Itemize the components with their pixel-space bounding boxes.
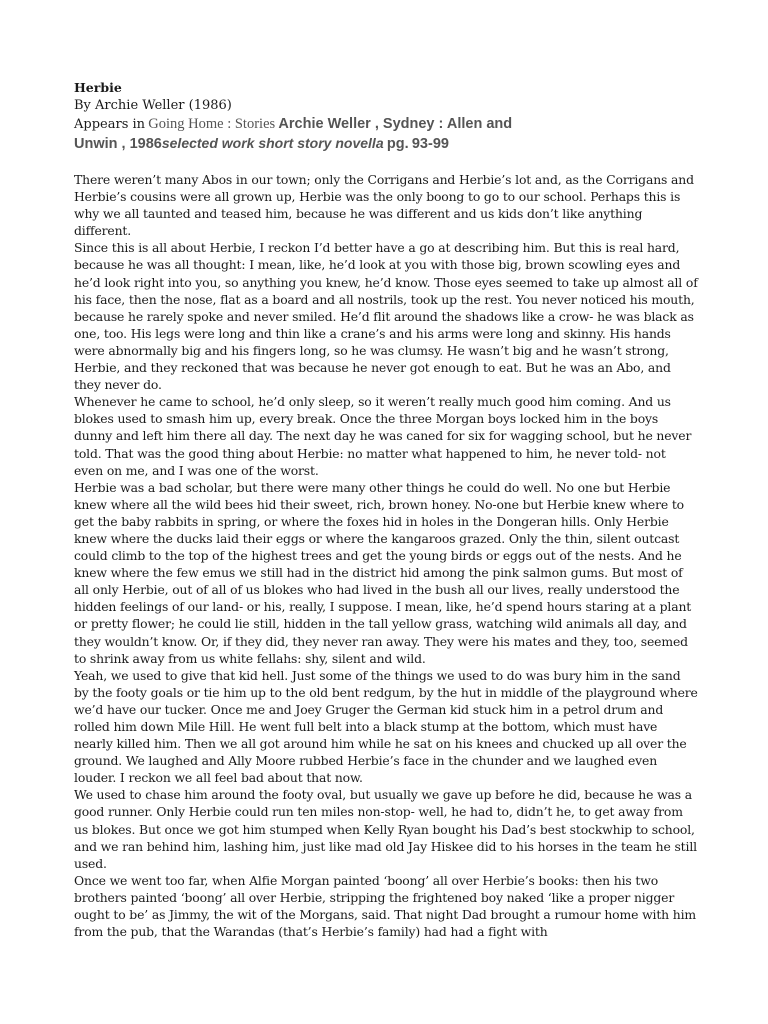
separator: , bbox=[117, 136, 130, 152]
publisher-name-cont: Unwin bbox=[74, 136, 118, 152]
paragraph: Whenever he came to school, he’d only sleep, so it weren’t really much good him coming. And us blokes used to smash him up, every break. Once the three Morgan boys locked him in the boys dunny and left him there all day. The next day he was caned for six for wagging school, but he never told. That was the good thing about Herbie: no matter what happened to him, he never told- not even on me, and I was one of the worst. bbox=[74, 394, 692, 478]
page-range: 93-99 bbox=[411, 136, 449, 152]
paragraph: Since this is all about Herbie, I reckon I’d better have a go at describing him. But this is real hard, because he was all thought: I mean, like, he’d look at you with those big, brown scowling eyes and he’d look right into you, so anything you knew, he’d know. Those eyes seemed to take up almost all of his face, then the nose, flat as a board and all nostrils, took up the rest. You never noticed his mouth, because he rarely spoke and never smiled. He’d flit around the shadows like a crow- he was black as one, too. His legs were long and thin like a crane’s and his arms were long and skinny. His hands were abnormally big and his fingers long, so he was clumsy. He wasn’t big and he wasn’t strong, Herbie, and they reckoned that was because he never got enough to eat. But he was an Abo, and they never do. bbox=[74, 240, 698, 393]
book-title: Going Home : Stories bbox=[148, 116, 276, 132]
paragraph: We used to chase him around the footy oval, but usually we gave up before he did, because he was a good runner. Only Herbie could run ten miles non-stop- well, he had to, didn’t he, to get away from us blokes. But once we got him stumped when Kelly Ryan bought his Dad’s best stockwhip to school, and we ran behind him, lashing him, just like mad old Jay Hiskee did to his horses in the team he still used. bbox=[74, 787, 697, 871]
author-name: Archie Weller bbox=[278, 116, 371, 132]
publication-info bbox=[74, 115, 698, 153]
work-tags: selected work short story novella bbox=[161, 135, 384, 151]
paragraph: Once we went too far, when Alfie Morgan painted ‘boong’ all over Herbie’s books: then his two brothers painted ‘boong’ all over Herbie, stripping the frightened boy naked ‘like a proper nigger ought to be’ as Jimmy, the wit of the Morgans, said. That night Dad brought a rumour home with him from the pub, that the Warandas (that’s Herbie’s family) had had a fight with bbox=[74, 872, 697, 940]
appears-in-label: Appears in bbox=[74, 117, 146, 132]
publication-year: 1986 bbox=[129, 136, 162, 152]
byline: By Archie Weller (1986) bbox=[74, 98, 232, 113]
document-page bbox=[74, 78, 698, 940]
separator: : bbox=[434, 116, 447, 132]
paragraph: Herbie was a bad scholar, but there were many other things he could do well. No one but Herbie knew where all the wild bees hid their sweet, rich, brown honey. No-one but Herbie knew where to get the baby rabbits in spring, or where the foxes hid in holes in the Dongeran hills. Only Herbie knew where the ducks laid their eggs or where the kangaroos grazed. Only the thin, silent outcast could climb to the top of the highest trees and get the young birds or eggs out of the nests. And he knew where the few emus we still had in the district hid among the pink salmon gums. But most of all only Herbie, out of all of us blokes who had lived in the bush all our lives, really understood the hidden feelings of our land- or his, really, I suppose. I mean, like, he’d spend hours staring at a plant or pretty flower; he could lie still, hidden in the tall yellow grass, watching wild animals all day, and they wouldn’t know. Or, if they did, they never ran away. They were his mates and they, too, seemed to shrink away from us white fellahs: shy, silent and wild. bbox=[74, 479, 692, 666]
paragraph: There weren’t many Abos in our town; only the Corrigans and Herbie’s lot and, as the Corrigans and Herbie’s cousins were all grown up, Herbie was the only boong to go to our school. Perhaps this is why we all taunted and teased him, because he was different and us kids don’t like anything different. bbox=[74, 172, 694, 239]
publisher-name: Allen and bbox=[446, 116, 513, 132]
story-title: Herbie bbox=[74, 80, 122, 95]
pages-label: pg. bbox=[386, 136, 409, 152]
paragraph: Yeah, we used to give that kid hell. Just some of the things we used to do was bury him in the sand by the footy goals or tie him up to the old bent redgum, by the hut in middle of the playground where we’d have our tucker. Once me and Joey Gruger the German kid stuck him in a petrol drum and rolled him down Mile Hill. He went full belt into a black stump at the bottom, which must have nearly killed him. Then we all got around him while he sat on his knees and chucked up all over the ground. We laughed and Ally Moore rubbed Herbie’s face in the chunder and we laughed even louder. I reckon we all feel bad about that now. bbox=[74, 667, 698, 786]
publication-city: Sydney bbox=[382, 116, 435, 132]
story-body bbox=[74, 171, 698, 940]
separator: , bbox=[370, 116, 383, 132]
